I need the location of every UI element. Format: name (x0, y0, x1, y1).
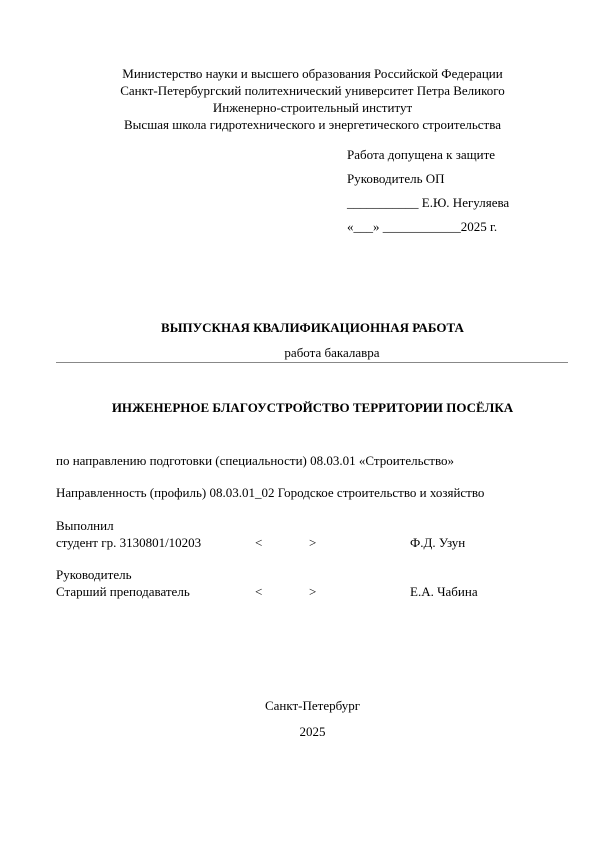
student-sign-open: < (255, 535, 263, 550)
approval-block (347, 146, 509, 242)
school-line: Высшая школа гидротехнического и энергетического строительства (124, 117, 501, 132)
approval-date: «___» ____________2025 г. (347, 219, 498, 234)
supervisor-name: Е.А. Чабина (410, 584, 478, 599)
document-title: ВЫПУСКНАЯ КВАЛИФИКАЦИОННАЯ РАБОТА (161, 320, 464, 335)
approval-admitted: Работа допущена к защите (347, 147, 496, 162)
profile-line: Направленность (профиль) 08.03.01_02 Городское строительство и хозяйство (56, 485, 485, 500)
supervisor-position: Старший преподаватель (56, 584, 190, 599)
student-group: студент гр. 3130801/10203 (56, 535, 202, 550)
city: Санкт-Петербург (264, 698, 361, 713)
direction-line: по направлению подготовки (специальности) 08.03.01 «Строительство» (56, 453, 455, 468)
student-name: Ф.Д. Узун (410, 535, 466, 550)
institution-header (0, 65, 595, 133)
approval-head: Руководитель ОП (347, 171, 445, 186)
institute-line: Инженерно-строительный институт (212, 100, 413, 115)
year: 2025 (299, 724, 326, 739)
ministry-line: Министерство науки и высшего образования Российской Федерации (122, 66, 503, 81)
supervisor-sign-open: < (255, 584, 263, 599)
student-role: Выполнил (56, 518, 114, 533)
thesis-topic: ИНЖЕНЕРНОЕ БЛАГОУСТРОЙСТВО ТЕРРИТОРИИ ПОСЁЛКА (111, 400, 514, 415)
student-sign-close: > (309, 535, 317, 550)
subtitle-text: работа бакалавра (284, 345, 380, 360)
supervisor-role: Руководитель (56, 567, 132, 582)
university-line: Санкт-Петербургский политехнический университет Петра Великого (120, 83, 505, 98)
document-subtitle (56, 345, 568, 363)
approval-signature: ___________ Е.Ю. Негуляева (347, 195, 510, 210)
supervisor-sign-close: > (309, 584, 317, 599)
